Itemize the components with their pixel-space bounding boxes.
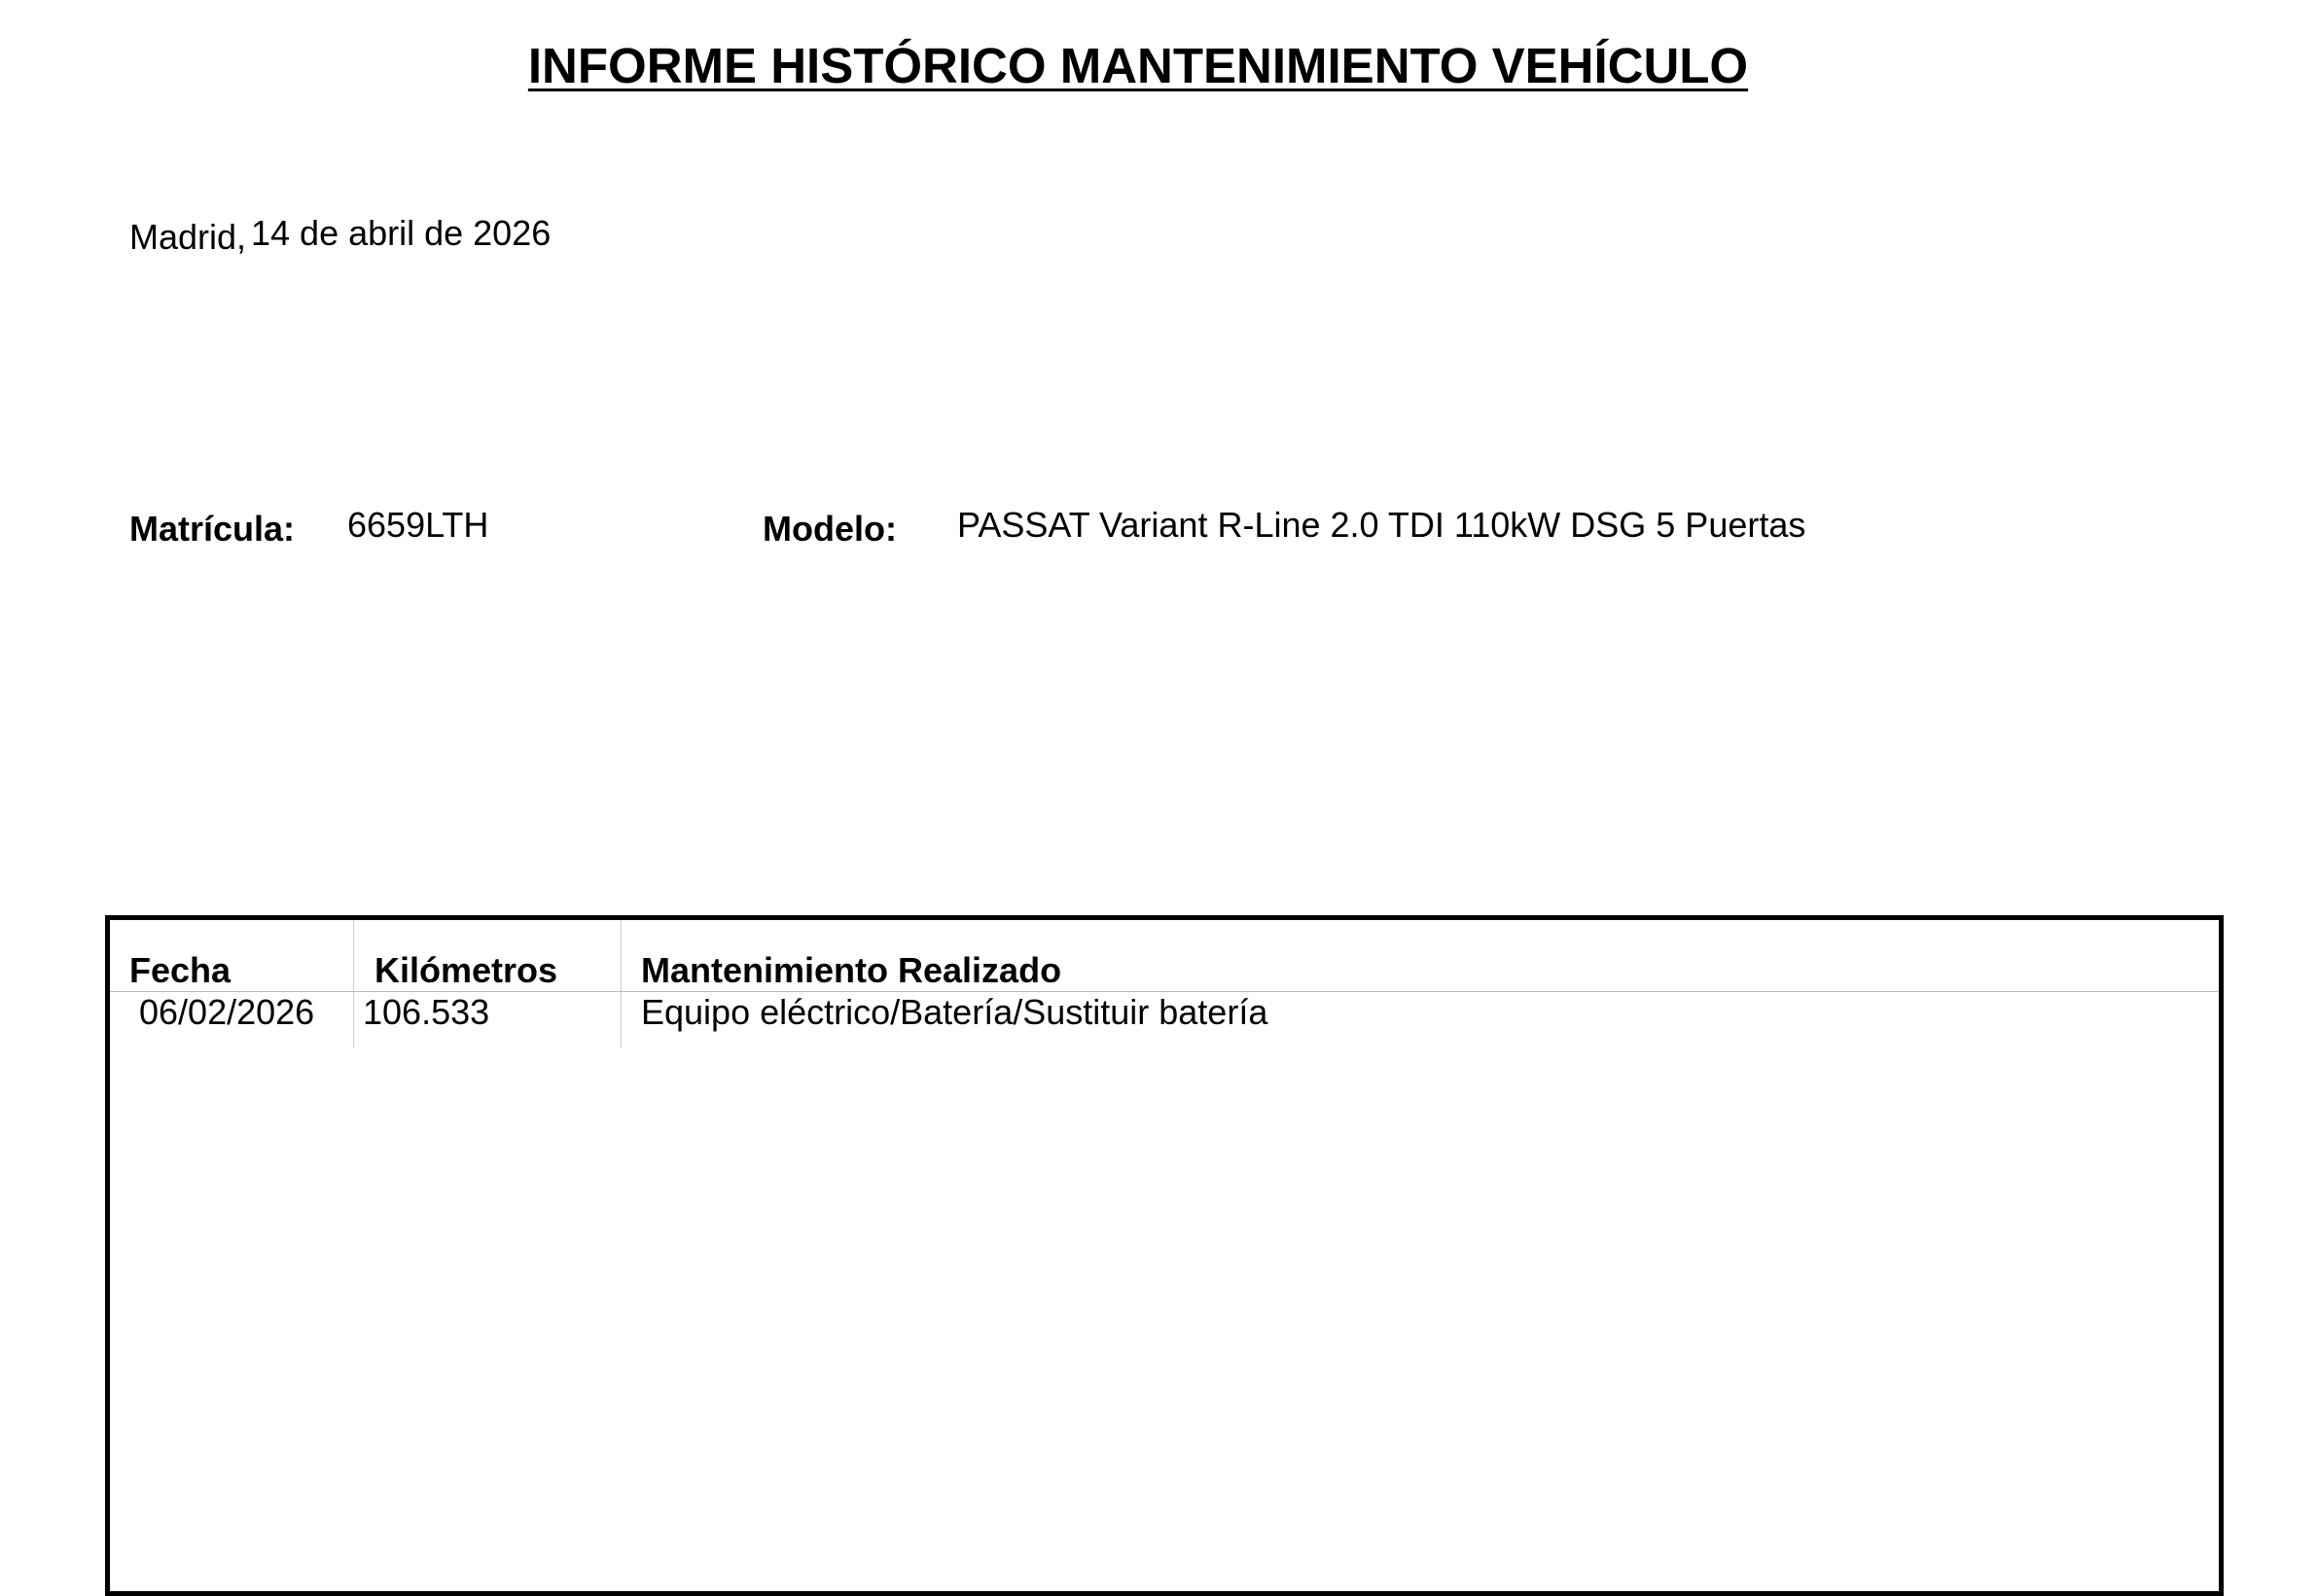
model-value: PASSAT Variant R-Line 2.0 TDI 110kW DSG 5 Puertas: [957, 505, 1806, 545]
plate-value: 6659LTH: [347, 505, 489, 545]
column-divider: [353, 920, 354, 1048]
row-date: 06/02/2026: [139, 992, 315, 1032]
column-header-km: Kilómetros: [374, 950, 558, 990]
maintenance-table: [105, 915, 2224, 1596]
report-place: Madrid,: [129, 217, 247, 257]
report-date: 14 de abril de 2026: [251, 213, 552, 253]
column-header-date: Fecha: [129, 950, 232, 990]
report-title: INFORME HISTÓRICO MANTENIMIENTO VEHÍCULO: [527, 38, 1749, 93]
model-label: Modelo:: [763, 509, 897, 549]
row-km: 106.533: [363, 992, 490, 1032]
plate-label: Matrícula:: [129, 509, 296, 549]
column-header-maintenance: Mantenimiento Realizado: [641, 950, 1062, 990]
column-divider: [621, 920, 622, 1048]
row-maintenance: Equipo eléctrico/Batería/Sustituir batería: [641, 992, 1268, 1032]
